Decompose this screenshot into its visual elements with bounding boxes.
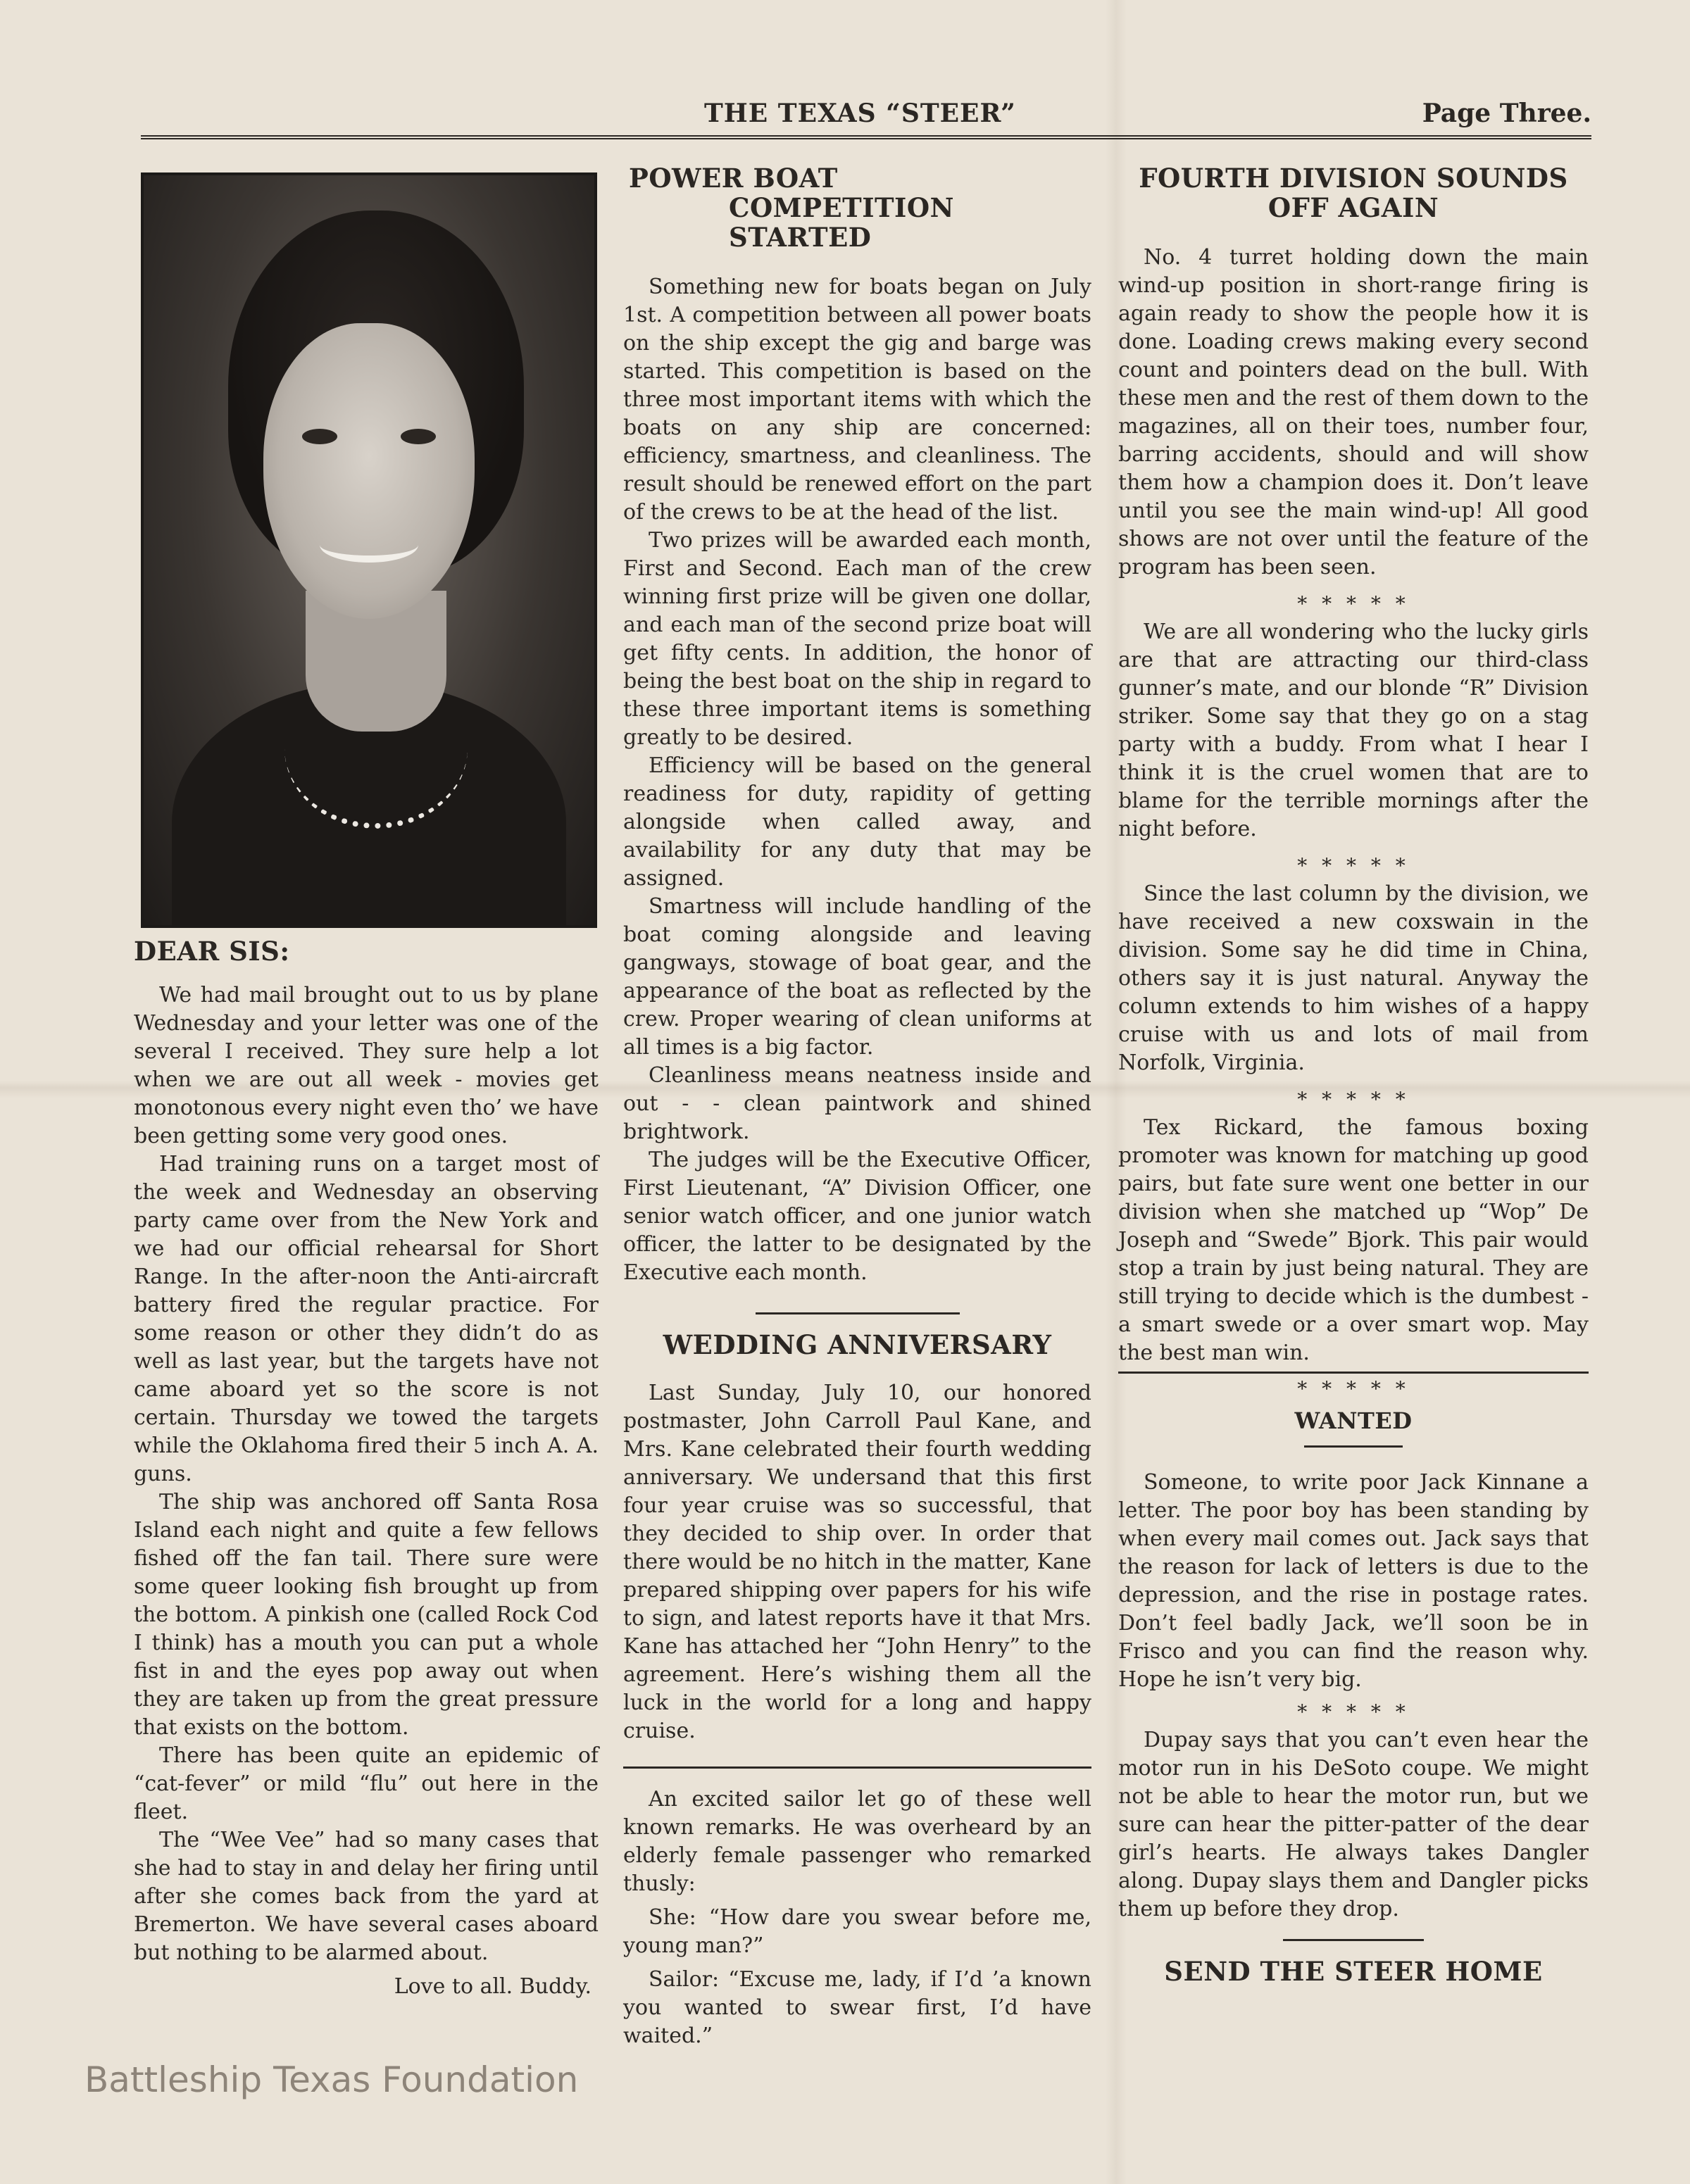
letter-paragraph: We had mail brought out to us by plane Wednesday and your letter was one of the several I received. They sure help a lot when we are out all week - movies get monotonous every night even tho’ we have been getting some very good ones.	[134, 983, 599, 1148]
power-boat-paragraph: Something new for boats began on July 1st. A competition between all power boats on the ship except the gig and barge was started. This competition is based on the three most important items with which the boats on any ship are concerned: efficiency, smartness, and cleanliness. The result should be renewed effort on the part of the crews to be at the head of the list.	[623, 275, 1091, 525]
letter-signoff: Love to all. Buddy.	[394, 1974, 592, 1999]
fourth-division-heading-line2: OFF AGAIN	[1268, 192, 1439, 223]
send-home-footer: SEND THE STEER HOME	[1164, 1956, 1543, 1987]
section-stars: * * * * *	[1297, 854, 1410, 877]
power-boat-heading-line1: POWER BOAT	[629, 163, 838, 194]
letter-heading: DEAR SIS:	[134, 936, 290, 967]
fourth-division-paragraph: Tex Rickard, the famous boxing promoter was known for matching up good pairs, but fate sure went one better in our division when she matched up “Wop” De Joseph and “Swede” Bjork. This pair would stop a train by just being natural. They are still trying to decide which is the dumbest - a smart swede or a over smart wop. May the best man win.	[1118, 1115, 1589, 1365]
wedding-paragraph: Last Sunday, July 10, our honored postmaster, John Carroll Paul Kane, and Mrs. Kane celebrated their fourth wedding anniversary. We undersand that this first four year cruise was so successful, that they decided to ship over. In order that there would be no hitch in the matter, Kane prepared shipping over papers for his wife to sign, and latest reports have it that Mrs. Kane has attached her “John Henry” to the agreement. Here’s wishing them all the luck in the world for a long and happy cruise.	[623, 1381, 1092, 1743]
power-boat-paragraph: Two prizes will be awarded each month, First and Second. Each man of the crew winning first prize will be given one dollar, and each man of the second prize boat will get fifty cents. In addition, the honor of being the best boat on the ship in regard to these three important items is something greatly to be desired.	[623, 528, 1091, 750]
section-divider	[756, 1312, 960, 1314]
section-stars: * * * * *	[1297, 1088, 1410, 1111]
fourth-division-paragraph: No. 4 turret holding down the main wind-up position in short-range firing is again ready to show the people how it is done. Loading crews making every second count and pointers dead on the bull. With these men and the rest of them down to the magazines, all on their toes, number four, barring accidents, should and will show them how a champion does it. Don’t leave until you see the main wind-up! All good shows are not over until the feature of the program has been seen.	[1118, 245, 1589, 579]
wanted-paragraph: Someone, to write poor Jack Kinnane a letter. The poor boy has been standing by when every mail comes out. Jack says that the reason for lack of letters is due to the depression, and the rise in postage rates. Don’t feel badly Jack, we’ll soon be in Frisco and you can find the reason why. Hope he isn’t very big.	[1118, 1470, 1589, 1692]
fourth-division-paragraph: Since the last column by the division, we have received a new coxswain in the division. Some say he did time in China, others say it is just natural. Anyway the column extends to him wishes of a happy cruise with us and lots of mail from Norfolk, Virginia.	[1118, 881, 1589, 1075]
section-divider	[1118, 1372, 1589, 1374]
power-boat-paragraph: The judges will be the Executive Officer, First Lieutenant, “A” Division Officer, one senior watch officer, and one junior watch officer, the latter to be designated by the Executive each month.	[623, 1148, 1091, 1285]
page-number: Page Three.	[1422, 99, 1591, 128]
letter-column	[134, 936, 599, 2001]
power-boat-heading-line2: COMPETITION STARTED	[729, 192, 954, 253]
power-boat-paragraph: Smartness will include handling of the boat coming alongside and leaving gangways, stowage of boat gear, and the appearance of the boat as reflected by the crew. Proper wearing of clean uniforms at all times is a big factor.	[623, 894, 1091, 1060]
letter-paragraph: The “Wee Vee” had so many cases that she had to stay in and delay her firing until after she comes back from the yard at Bremerton. We have several cases aboard but nothing to be alarmed about.	[134, 1828, 599, 1965]
section-stars: * * * * *	[1297, 592, 1410, 615]
watermark: Battleship Texas Foundation	[84, 2059, 579, 2100]
power-boat-paragraph: Efficiency will be based on the general readiness for duty, rapidity of getting alongside when called away, and availability for any duty that may be assigned.	[623, 753, 1091, 891]
fourth-division-heading-line1: FOURTH DIVISION SOUNDS	[1139, 163, 1568, 194]
power-boat-paragraph: Cleanliness means neatness inside and out - - clean paintwork and shined brightwork.	[623, 1063, 1091, 1144]
letter-paragraph: Had training runs on a target most of the week and Wednesday an observing party came over from the New York and we had our official rehearsal for Short Range. In the after-noon the Anti-aircraft battery fired the regular practice. For some reason or other they didn’t do as well as last year, but the targets have not came aboard yet so the score is not certain. Thursday we towed the targets while the Oklahoma fired their 5 inch A. A. guns.	[134, 1152, 599, 1486]
section-divider	[623, 1766, 1091, 1769]
portrait-photo	[141, 172, 597, 928]
she-line: She: “How dare you swear before me, young man?”	[623, 1905, 1091, 1958]
letter-paragraph: There has been quite an epidemic of “cat-fever” or mild “flu” out here in the fleet.	[134, 1743, 599, 1824]
section-divider	[1304, 1445, 1403, 1448]
section-stars: * * * * *	[1297, 1700, 1410, 1724]
wedding-heading: WEDDING ANNIVERSARY	[663, 1329, 1052, 1360]
sailor-paragraph: An excited sailor let go of these well known remarks. He was overheard by an elderly female passenger who remarked thusly:	[623, 1787, 1091, 1896]
sailor-line: Sailor: “Excuse me, lady, if I’d ’a known you wanted to swear first, I’d have waited.”	[623, 1967, 1091, 2048]
dupay-paragraph: Dupay says that you can’t even hear the motor run in his DeSoto coupe. We might not be able to hear the motor run, but we sure can hear the pitter-patter of the dear girl’s hearts. He always takes Dangler along. Dupay slays them and Dangler picks them up before they drop.	[1118, 1728, 1589, 1921]
fourth-division-paragraph: We are all wondering who the lucky girls are that are attracting our third-class gunner’s mate, and our blonde “R” Division striker. Some say that they go on a stag party with a buddy. From what I hear I think it is the cruel women that are to blame for the terrible mornings after the night before.	[1118, 620, 1589, 841]
section-divider	[1283, 1939, 1424, 1941]
wanted-heading: WANTED	[1294, 1407, 1413, 1434]
right-column	[1118, 163, 1589, 1986]
page-header	[141, 99, 1591, 139]
section-stars: * * * * *	[1297, 1377, 1410, 1400]
newspaper-title: THE TEXAS “STEER”	[704, 99, 1016, 128]
middle-column	[623, 163, 1091, 2050]
letter-paragraph: The ship was anchored off Santa Rosa Island each night and quite a few fellows fished off the fan tail. There sure were some queer looking fish brought up from the bottom. A pinkish one (called Rock Cod I think) has a mouth you can put a whole fist in and the eyes pop away out when they are taken up from the great pressure that exists on the bottom.	[134, 1490, 599, 1740]
